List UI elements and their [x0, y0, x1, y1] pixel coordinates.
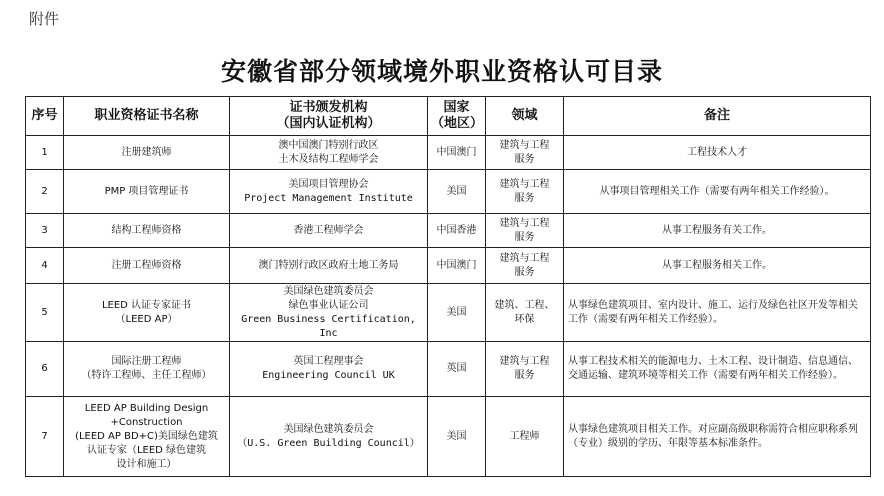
cell-no: 1 [26, 136, 64, 170]
field-line: 服务 [514, 266, 535, 278]
header-issuer-line1: 证书颁发机构 [289, 100, 368, 115]
cert-name-line: (LEED AP BD+C)美国绿色建筑 [75, 430, 218, 442]
cell-issuer [230, 214, 428, 248]
cell-issuer [230, 342, 428, 397]
cell-cert-name [64, 136, 230, 170]
cert-name-line: 注册建筑师 [121, 146, 172, 158]
table-header-row [26, 97, 871, 136]
header-country [428, 97, 486, 136]
cell-no: 4 [26, 248, 64, 284]
header-country-line1: 国家 [443, 100, 470, 115]
cert-name-line: +Construction [110, 416, 183, 428]
header-issuer-line2: （国内认证机构） [276, 116, 381, 131]
cell-cert-name [64, 342, 230, 397]
field-line: 工程师 [509, 430, 540, 442]
attachment-label: 附件 [29, 10, 60, 28]
field-line: 服务 [514, 153, 535, 165]
header-field: 领域 [486, 97, 564, 136]
cell-cert-name [64, 397, 230, 477]
table-row [26, 397, 871, 477]
cell-remark: 从事工程技术相关的能源电力、土木工程、设计制造、信息通信、交通运输、建筑环境等相关工作（需要有两年相关工作经验）。 [564, 342, 871, 397]
cell-country: 美国 [428, 170, 486, 214]
cell-cert-name [64, 170, 230, 214]
issuer-line: Project Management Institute [244, 192, 413, 204]
cell-no: 5 [26, 284, 64, 342]
cell-issuer [230, 248, 428, 284]
cell-country: 英国 [428, 342, 486, 397]
cell-field [486, 284, 564, 342]
cell-country: 美国 [428, 397, 486, 477]
cert-name-line: （特许工程师、主任工程师） [81, 370, 212, 381]
field-line: 环保 [514, 313, 535, 325]
cell-remark: 从事项目管理相关工作（需要有两年相关工作经验）。 [564, 170, 871, 214]
cell-field [486, 397, 564, 477]
cell-country: 中国澳门 [428, 136, 486, 170]
table-row [26, 248, 871, 284]
issuer-line: 英国工程理事会 [293, 356, 364, 367]
cell-issuer [230, 170, 428, 214]
issuer-line: 美国绿色建筑委员会 [283, 423, 374, 435]
issuer-line: 土木及结构工程师学会 [278, 153, 379, 165]
field-line: 服务 [514, 370, 535, 381]
issuer-line: 美国绿色建筑委员会 [283, 285, 374, 297]
issuer-line: 澳中国澳门特别行政区 [278, 139, 379, 151]
cell-remark: 从事绿色建筑项目、室内设计、施工、运行及绿色社区开发等相关工作（需要有两年相关工作经验）。 [564, 284, 871, 342]
cert-name-line: LEED AP Building Design [84, 402, 209, 414]
cert-name-line: 设计和施工） [116, 458, 177, 470]
cell-field [486, 214, 564, 248]
cell-field [486, 170, 564, 214]
cert-name-line: LEED 认证专家证书 [101, 299, 192, 311]
cert-name-line: 注册工程师资格 [111, 259, 182, 271]
issuer-line: （U.S. Green Building Council） [237, 437, 420, 449]
field-line: 建筑与工程 [499, 217, 550, 229]
cell-issuer [230, 284, 428, 342]
cert-name-line: 结构工程师资格 [111, 224, 182, 236]
cell-remark: 从事工程服务有关工作。 [564, 214, 871, 248]
cell-remark: 工程技术人才 [564, 136, 871, 170]
issuer-line: 香港工程师学会 [293, 224, 364, 236]
cell-no: 7 [26, 397, 64, 477]
cell-no: 2 [26, 170, 64, 214]
cert-name-line: 国际注册工程师 [111, 356, 182, 367]
table-row [26, 214, 871, 248]
issuer-line: Engineering Council UK [262, 370, 395, 381]
cert-name-line: 认证专家（LEED 绿色建筑 [86, 444, 207, 456]
table-row [26, 284, 871, 342]
table-row [26, 342, 871, 397]
cell-country: 中国澳门 [428, 248, 486, 284]
cell-country: 美国 [428, 284, 486, 342]
cell-remark: 从事绿色建筑项目相关工作。对应副高级职称需符合相应职称系列（专业）级别的学历、年限等基本标准条件。 [564, 397, 871, 477]
header-issuer [230, 97, 428, 136]
qualification-table [25, 96, 871, 477]
cell-field [486, 342, 564, 397]
field-line: 服务 [514, 192, 535, 204]
cell-field [486, 248, 564, 284]
header-no: 序号 [26, 97, 64, 136]
field-line: 建筑与工程 [499, 178, 550, 190]
cert-name-line: （LEED AP） [115, 313, 178, 325]
field-line: 建筑与工程 [499, 252, 550, 264]
cell-remark: 从事工程服务相关工作。 [564, 248, 871, 284]
cell-country: 中国香港 [428, 214, 486, 248]
header-remarks: 备注 [564, 97, 871, 136]
cert-name-line: PMP 项目管理证书 [104, 185, 189, 197]
field-line: 建筑与工程 [499, 139, 550, 151]
cell-cert-name [64, 284, 230, 342]
cell-issuer [230, 136, 428, 170]
document-title: 安徽省部分领域境外职业资格认可目录 [220, 57, 663, 86]
cell-field [486, 136, 564, 170]
cell-cert-name [64, 248, 230, 284]
cell-no: 6 [26, 342, 64, 397]
issuer-line: 澳门特别行政区政府土地工务局 [258, 259, 399, 271]
cell-cert-name [64, 214, 230, 248]
cell-no: 3 [26, 214, 64, 248]
table-row [26, 170, 871, 214]
field-line: 服务 [514, 231, 535, 243]
issuer-line: 美国项目管理协会 [288, 178, 369, 190]
header-cert-name: 职业资格证书名称 [64, 97, 230, 136]
issuer-line: Green Business Certification, Inc [241, 313, 416, 339]
field-line: 建筑与工程 [499, 356, 550, 367]
cell-issuer [230, 397, 428, 477]
field-line: 建筑、工程、 [494, 299, 555, 311]
table-row [26, 136, 871, 170]
header-country-line2: （地区） [431, 116, 484, 131]
issuer-line: 绿色事业认证公司 [288, 299, 369, 311]
